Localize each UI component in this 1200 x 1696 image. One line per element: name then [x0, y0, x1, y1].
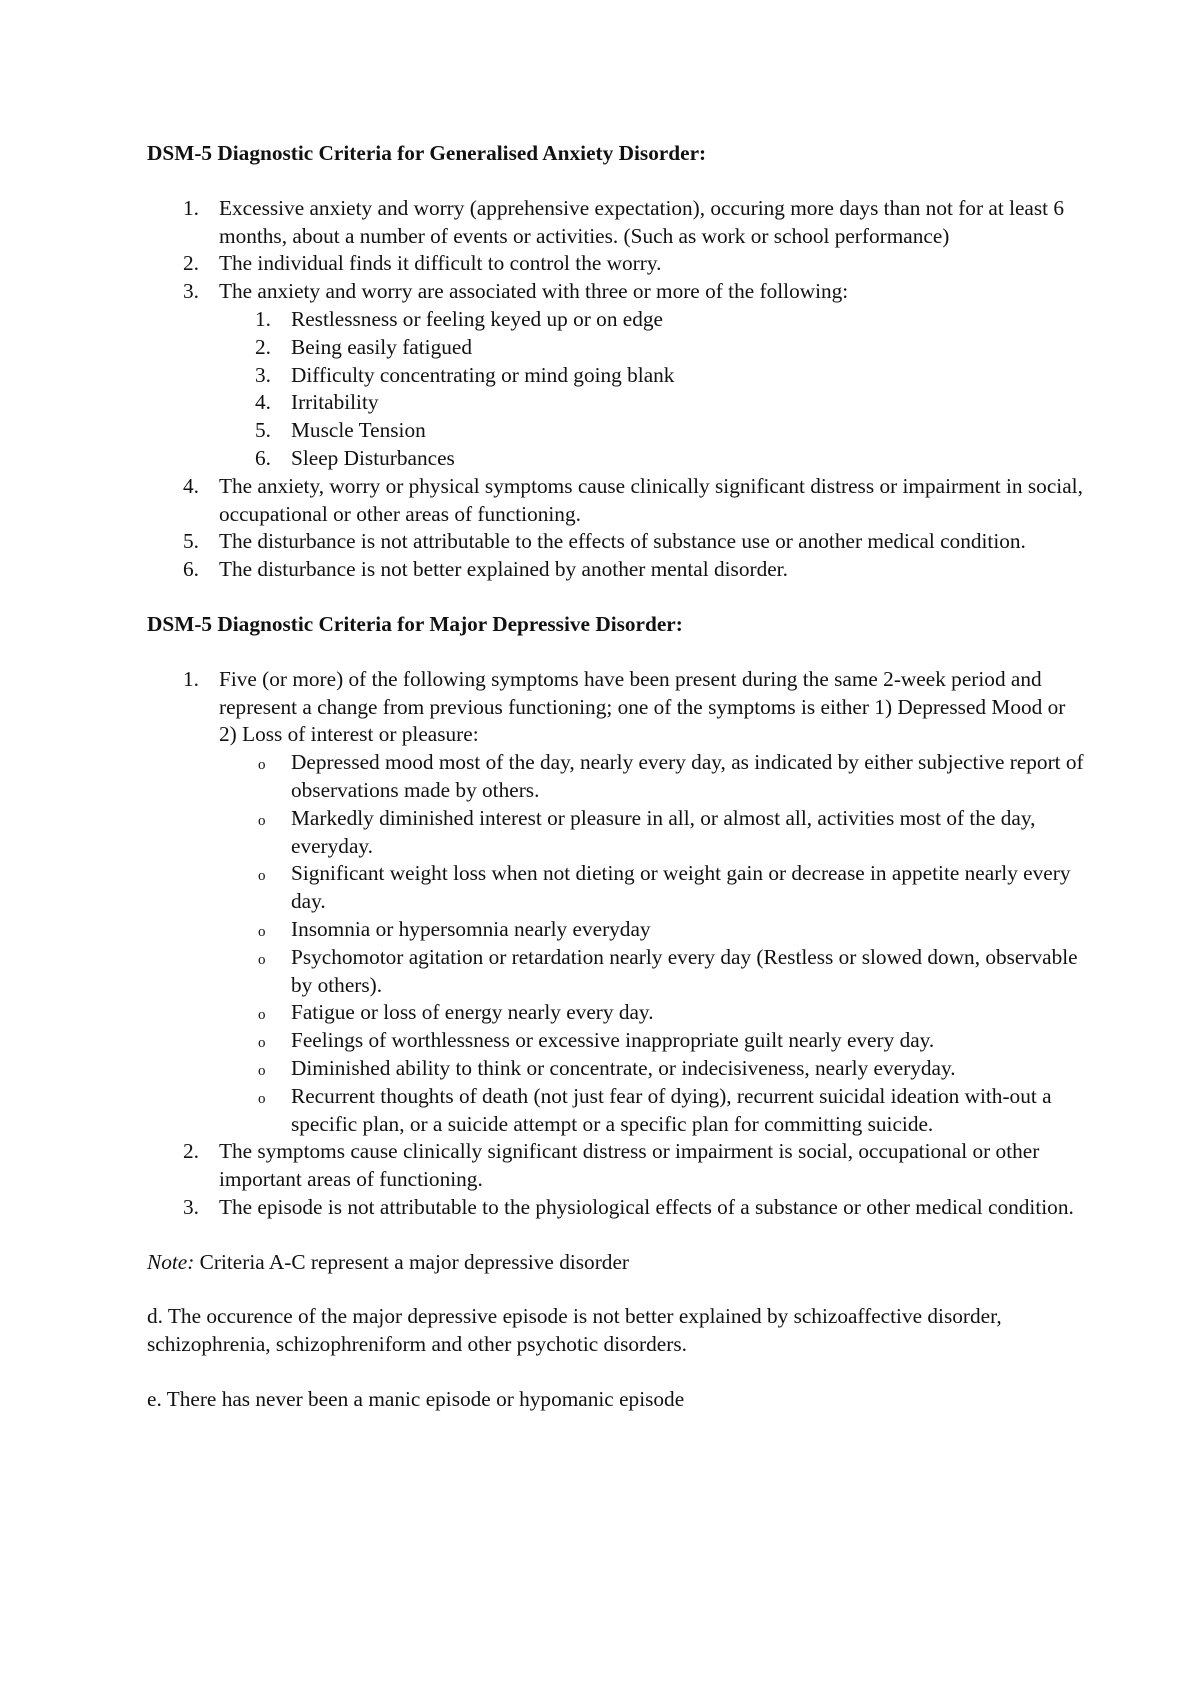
- list-item-text: The symptoms cause clinically significant distress or impairment is social, occupational or other important areas of functioning.: [219, 1139, 1040, 1192]
- list-item-text: Excessive anxiety and worry (apprehensive expectation), occuring more days than not for at least 6 months, about a number of events or activities. (Such as work or school performance): [219, 195, 1065, 248]
- bullet-item: [258, 916, 1087, 944]
- bullet-item-text: Fatigue or loss of energy nearly every day.: [291, 1000, 654, 1025]
- list-number: 5.: [183, 529, 199, 554]
- list-item: [147, 278, 1087, 473]
- list-item: [147, 1194, 1087, 1222]
- bullet-item: [258, 999, 1087, 1027]
- note-label: Note:: [147, 1249, 195, 1274]
- gad-criteria-list: [147, 195, 1087, 584]
- bullet-item-text: Insomnia or hypersomnia nearly everyday: [291, 916, 651, 941]
- bullet-item-text: Diminished ability to think or concentrate, or indecisiveness, nearly everyday.: [291, 1055, 956, 1080]
- bullet-marker: o: [258, 923, 266, 940]
- list-item: [147, 1138, 1087, 1194]
- bullet-item: [258, 805, 1087, 861]
- sublist-item-text: Irritability: [291, 390, 379, 415]
- gad-heading: DSM-5 Diagnostic Criteria for Generalised Anxiety Disorder:: [147, 141, 707, 165]
- list-item-text: The anxiety and worry are associated with three or more of the following:: [219, 279, 849, 304]
- sublist-item: [255, 445, 1087, 473]
- list-item: [147, 528, 1087, 556]
- list-item: [147, 250, 1087, 278]
- sublist-item: [255, 334, 1087, 362]
- list-item-text: Five (or more) of the following symptoms have been present during the same 2-week period and represent a change from previous functioning; one of the symptoms is either 1) Depressed Mood or 2) Loss of interest or pleasure:: [219, 666, 1066, 747]
- mdd-heading: DSM-5 Diagnostic Criteria for Major Depressive Disorder:: [147, 611, 683, 636]
- list-item-text: The individual finds it difficult to control the worry.: [219, 251, 662, 276]
- sublist-number: 6.: [255, 445, 271, 470]
- list-number: 6.: [183, 557, 199, 582]
- sublist-item: [255, 362, 1087, 390]
- sublist-item-text: Difficulty concentrating or mind going blank: [291, 362, 675, 387]
- mdd-symptom-bullets: [258, 749, 1087, 1138]
- section-spacer: [147, 584, 1087, 611]
- bullet-marker: o: [258, 868, 266, 885]
- sublist-item: [255, 389, 1087, 417]
- sublist-number: 3.: [255, 362, 271, 387]
- bullet-marker: o: [258, 1007, 266, 1024]
- list-number: 1.: [183, 666, 199, 691]
- bullet-item: [258, 944, 1087, 1000]
- note-paragraph: [147, 1249, 1087, 1277]
- list-number: 4.: [183, 473, 199, 498]
- list-number: 2.: [183, 1139, 199, 1164]
- bullet-marker: o: [258, 1090, 266, 1107]
- list-item-text: The disturbance is not attributable to the effects of substance use or another medical condition.: [219, 529, 1026, 554]
- sublist-item-text: Being easily fatigued: [291, 334, 472, 359]
- sublist-number: 4.: [255, 390, 271, 415]
- bullet-item: [258, 1083, 1087, 1139]
- bullet-item-text: Psychomotor agitation or retardation nearly every day (Restless or slowed down, observable by others).: [291, 944, 1078, 997]
- bullet-item: [258, 1027, 1087, 1055]
- list-item: [147, 666, 1087, 1139]
- mdd-criteria-list: [147, 666, 1087, 1222]
- bullet-marker: o: [258, 812, 266, 829]
- section-spacer: [147, 1222, 1087, 1249]
- list-number: 3.: [183, 279, 199, 304]
- bullet-marker: o: [258, 1062, 266, 1079]
- list-item: [147, 473, 1087, 529]
- bullet-marker: o: [258, 757, 266, 774]
- bullet-item-text: Feelings of worthlessness or excessive inappropriate guilt nearly every day.: [291, 1028, 935, 1053]
- list-item-text: The disturbance is not better explained by another mental disorder.: [219, 557, 788, 582]
- sublist-number: 5.: [255, 418, 271, 443]
- criterion-d-paragraph: d. The occurence of the major depressive episode is not better explained by schizoaffective disorder, schizophrenia, schizophreniform and other psychotic disorders.: [147, 1304, 1002, 1357]
- list-item-text: The anxiety, worry or physical symptoms cause clinically significant distress or impairment in social, occupational or other areas of functioning.: [219, 473, 1083, 526]
- gad-symptom-sublist: [255, 306, 1087, 473]
- bullet-item: [258, 860, 1087, 916]
- bullet-marker: o: [258, 951, 266, 968]
- bullet-item: [258, 749, 1087, 805]
- bullet-item-text: Markedly diminished interest or pleasure in all, or almost all, activities most of the day, everyday.: [291, 805, 1036, 858]
- criterion-e-paragraph: e. There has never been a manic episode or hypomanic episode: [147, 1387, 685, 1412]
- note-text: Criteria A-C represent a major depressive disorder: [194, 1249, 629, 1274]
- document-page: [147, 140, 1087, 1441]
- list-number: 1.: [183, 195, 199, 220]
- sublist-number: 1.: [255, 306, 271, 331]
- sublist-number: 2.: [255, 334, 271, 359]
- sublist-item: [255, 306, 1087, 334]
- list-number: 2.: [183, 251, 199, 276]
- bullet-marker: o: [258, 1035, 266, 1052]
- bullet-item-text: Significant weight loss when not dieting or weight gain or decrease in appetite nearly every day.: [291, 861, 1071, 914]
- bullet-item-text: Depressed mood most of the day, nearly every day, as indicated by either subjective report of observations made by others.: [291, 750, 1084, 802]
- list-number: 3.: [183, 1194, 199, 1219]
- list-item: [147, 195, 1087, 251]
- bullet-item-text: Recurrent thoughts of death (not just fear of dying), recurrent suicidal ideation with-out a specific plan, or a suicide attempt or a specific plan for committing suicide.: [291, 1083, 1052, 1136]
- sublist-item-text: Muscle Tension: [291, 418, 426, 443]
- sublist-item-text: Restlessness or feeling keyed up or on edge: [291, 306, 664, 331]
- sublist-item-text: Sleep Disturbances: [291, 445, 455, 470]
- list-item-text: The episode is not attributable to the physiological effects of a substance or other medical condition.: [219, 1194, 1074, 1219]
- list-item: [147, 556, 1087, 584]
- bullet-item: [258, 1055, 1087, 1083]
- sublist-item: [255, 417, 1087, 445]
